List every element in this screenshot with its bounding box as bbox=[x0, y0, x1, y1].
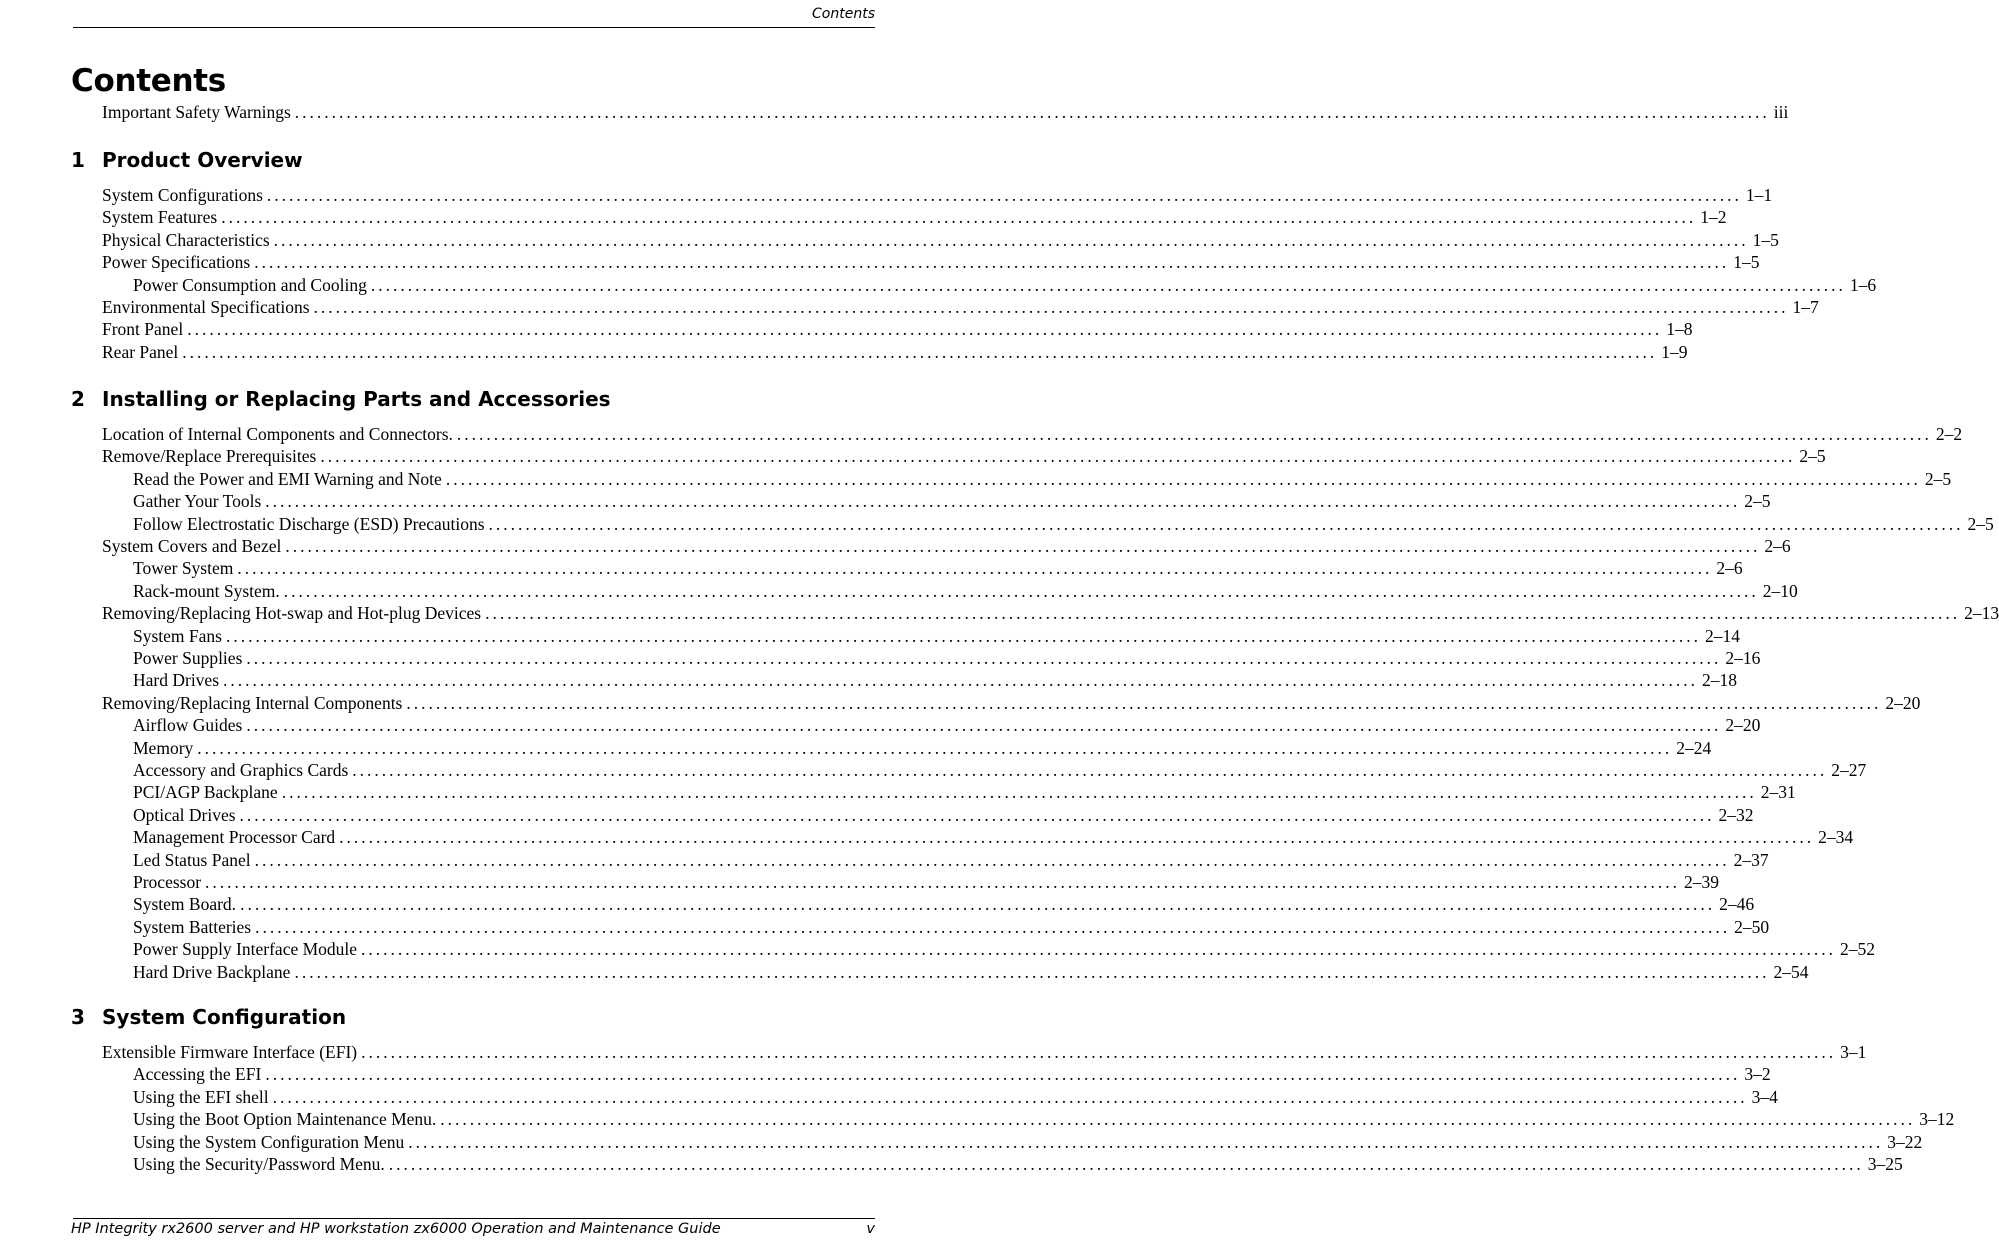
dot-leader: ........................................................................................................................................................................................................ bbox=[205, 872, 1681, 892]
toc-entry-page: 3–2 bbox=[1744, 1064, 1771, 1085]
toc-entry-page: 2–10 bbox=[1762, 580, 1798, 601]
toc-entry-title: Important Safety Warnings bbox=[102, 102, 291, 122]
toc-entry-title: Physical Characteristics bbox=[102, 229, 270, 250]
toc-entry-page: 2–31 bbox=[1760, 782, 1796, 803]
dot-leader: ........................................................................................................................................................................................................ bbox=[283, 580, 1759, 601]
toc-entry[interactable] bbox=[102, 102, 1789, 122]
toc-entry-page: 2–5 bbox=[1744, 491, 1771, 512]
toc-entry-page: 2–54 bbox=[1773, 961, 1809, 982]
toc-entry-page: 2–5 bbox=[1967, 513, 1994, 534]
toc-entry-page: 2–14 bbox=[1704, 625, 1740, 646]
dot-leader: ........................................................................................................................................................................................................ bbox=[370, 274, 1846, 295]
toc-entry[interactable] bbox=[133, 804, 1754, 825]
toc-entry-title: Power Supply Interface Module bbox=[133, 939, 358, 960]
toc-entry-page: 2–6 bbox=[1764, 536, 1791, 556]
toc-entry[interactable] bbox=[102, 252, 1760, 273]
dot-leader: ........................................................................................................................................................................................................ bbox=[408, 1131, 1884, 1152]
toc-entry[interactable] bbox=[102, 1042, 1867, 1062]
toc-entry-page: 1–2 bbox=[1700, 207, 1727, 228]
dot-leader: ........................................................................................................................................................................................................ bbox=[294, 961, 1770, 982]
toc-entry[interactable] bbox=[102, 297, 1819, 317]
toc-entry-title: PCI/AGP Backplane bbox=[133, 782, 278, 803]
toc-entry[interactable] bbox=[133, 513, 1994, 534]
dot-leader: ........................................................................................................................................................................................................ bbox=[488, 513, 1964, 534]
toc-entry-title: Power Consumption and Cooling bbox=[133, 274, 367, 295]
dot-leader: ........................................................................................................................................................................................................ bbox=[361, 1042, 1837, 1062]
toc-entry-page: 3–25 bbox=[1867, 1154, 1903, 1174]
toc-entry-title: Power Supplies bbox=[133, 648, 243, 668]
toc-entry-title: Environmental Specifications bbox=[102, 297, 310, 317]
toc-entry-title: Processor bbox=[133, 872, 202, 892]
toc-entry-title: Led Status Panel bbox=[133, 849, 251, 870]
toc-entry-title: Airflow Guides bbox=[133, 715, 243, 736]
toc-entry-title: Accessing the EFI bbox=[133, 1064, 262, 1085]
dot-leader: ........................................................................................................................................................................................................ bbox=[239, 804, 1715, 825]
toc-entry-page: 2–20 bbox=[1885, 692, 1921, 713]
dot-leader: ........................................................................................................................................................................................................ bbox=[255, 916, 1731, 937]
toc-entry[interactable] bbox=[102, 185, 1773, 205]
toc-entry-title: Extensible Firmware Interface (EFI) bbox=[102, 1042, 358, 1062]
dot-leader: ........................................................................................................................................................................................................ bbox=[246, 715, 1722, 736]
dot-leader: ........................................................................................................................................................................................................ bbox=[313, 297, 1789, 317]
header-rule bbox=[73, 27, 875, 28]
toc-entry-page: 1–5 bbox=[1733, 252, 1760, 273]
dot-leader: ........................................................................................................................................................................................................ bbox=[281, 782, 1757, 803]
toc-entry[interactable] bbox=[133, 715, 1761, 736]
chapter-number: 1 bbox=[71, 148, 85, 172]
chapter-title: Installing or Replacing Parts and Accessories bbox=[102, 387, 611, 411]
toc-entry[interactable] bbox=[102, 536, 1791, 556]
toc-entry-title: Hard Drives bbox=[133, 670, 220, 691]
chapter-heading[interactable] bbox=[71, 1005, 346, 1029]
toc-entry-page: 2–6 bbox=[1716, 558, 1743, 579]
toc-entry-page: 2–5 bbox=[1924, 468, 1952, 489]
toc-entry[interactable] bbox=[102, 424, 1963, 444]
dot-leader: ........................................................................................................................................................................................................ bbox=[266, 185, 1742, 205]
dot-leader: ........................................................................................................................................................................................................ bbox=[187, 319, 1663, 340]
toc-entry[interactable] bbox=[133, 1131, 1923, 1152]
chapter-number: 3 bbox=[71, 1005, 85, 1029]
toc-entry[interactable] bbox=[102, 446, 1826, 467]
toc-entry[interactable] bbox=[133, 274, 1877, 295]
footer-rule bbox=[73, 1218, 875, 1219]
toc-entry-title: Rack-mount System. bbox=[133, 580, 280, 601]
chapter-heading[interactable] bbox=[71, 148, 303, 172]
toc-entry-title: System Covers and Bezel bbox=[102, 536, 282, 556]
chapter-title: Product Overview bbox=[102, 148, 303, 172]
toc-entry-page: 1–6 bbox=[1849, 274, 1877, 295]
toc-entry-title: System Fans bbox=[133, 625, 222, 646]
toc-entry[interactable] bbox=[133, 737, 1712, 758]
toc-entry[interactable] bbox=[133, 648, 1761, 668]
toc-entry-title: Management Processor Card bbox=[133, 827, 336, 848]
chapter-heading[interactable] bbox=[71, 387, 611, 411]
dot-leader: ........................................................................................................................................................................................................ bbox=[237, 558, 1713, 579]
toc-entry-title: Using the System Configuration Menu bbox=[133, 1131, 405, 1152]
dot-leader: ........................................................................................................................................................................................................ bbox=[456, 424, 1932, 444]
toc-entry[interactable] bbox=[133, 558, 1743, 579]
toc-entry-page: 1–8 bbox=[1666, 319, 1693, 340]
dot-leader: ........................................................................................................................................................................................................ bbox=[361, 939, 1837, 960]
toc-entry-title: Memory bbox=[133, 737, 194, 758]
dot-leader: ........................................................................................................................................................................................................ bbox=[225, 625, 1701, 646]
toc-entry-page: 2–20 bbox=[1725, 715, 1761, 736]
toc-entry-page: 3–12 bbox=[1919, 1109, 1955, 1130]
toc-entry-title: System Batteries bbox=[133, 916, 252, 937]
dot-leader: ........................................................................................................................................................................................................ bbox=[285, 536, 1761, 556]
dot-leader: ........................................................................................................................................................................................................ bbox=[254, 252, 1730, 273]
toc-entry-page: 1–9 bbox=[1661, 341, 1688, 362]
running-header: Contents bbox=[812, 6, 875, 22]
toc-entry-page: 2–50 bbox=[1734, 916, 1770, 937]
toc-entry-page: 2–18 bbox=[1702, 670, 1738, 691]
toc-entry[interactable] bbox=[102, 207, 1727, 228]
toc-entry[interactable] bbox=[133, 782, 1796, 803]
toc-entry[interactable] bbox=[133, 961, 1809, 982]
dot-leader: ........................................................................................................................................................................................................ bbox=[352, 760, 1828, 780]
toc-entry[interactable] bbox=[102, 692, 1921, 713]
page-title: Contents bbox=[71, 63, 226, 99]
toc-entry-title: Removing/Replacing Internal Components bbox=[102, 692, 403, 713]
dot-leader: ........................................................................................................................................................................................................ bbox=[440, 1109, 1916, 1130]
toc-entry-page: 3–22 bbox=[1887, 1131, 1923, 1152]
toc-entry-page: 2–13 bbox=[1964, 603, 1999, 624]
toc-entry[interactable] bbox=[102, 603, 1999, 624]
toc-entry-title: Optical Drives bbox=[133, 804, 236, 825]
toc-entry-page: 2–52 bbox=[1840, 939, 1876, 960]
toc-entry[interactable] bbox=[133, 625, 1740, 646]
toc-entry-title: System Board. bbox=[133, 894, 237, 915]
toc-entry-title: Using the Boot Option Maintenance Menu. bbox=[133, 1109, 437, 1130]
dot-leader: ........................................................................................................................................................................................................ bbox=[246, 648, 1722, 668]
toc-entry-page: 2–39 bbox=[1684, 872, 1720, 892]
dot-leader: ........................................................................................................................................................................................................ bbox=[320, 446, 1796, 467]
footer-title: HP Integrity rx2600 server and HP workstation zx6000 Operation and Maintenance Guide bbox=[71, 1221, 721, 1237]
toc-entry-title: Using the Security/Password Menu. bbox=[133, 1154, 385, 1174]
toc-entry-page: 2–2 bbox=[1935, 424, 1963, 444]
toc-entry-page: 3–4 bbox=[1751, 1086, 1778, 1107]
toc-entry[interactable] bbox=[133, 1064, 1771, 1085]
toc-entry[interactable] bbox=[133, 468, 1952, 489]
dot-leader: ........................................................................................................................................................................................................ bbox=[223, 670, 1699, 691]
toc-entry[interactable] bbox=[133, 916, 1770, 937]
dot-leader: ........................................................................................................................................................................................................ bbox=[294, 102, 1770, 122]
toc-entry-title: Removing/Replacing Hot-swap and Hot-plug Devices bbox=[102, 603, 482, 624]
toc-entry-title: Follow Electrostatic Discharge (ESD) Precautions bbox=[133, 513, 485, 534]
toc-entry[interactable] bbox=[102, 341, 1688, 362]
toc-entry-page: 2–32 bbox=[1718, 804, 1754, 825]
toc-entry-page: 2–24 bbox=[1676, 737, 1712, 758]
chapter-title: System Configuration bbox=[102, 1005, 347, 1029]
toc-entry[interactable] bbox=[133, 580, 1798, 601]
toc-entry-page: 3–1 bbox=[1840, 1042, 1867, 1062]
toc-entry[interactable] bbox=[133, 827, 1854, 848]
toc-entry[interactable] bbox=[133, 894, 1755, 915]
toc-entry[interactable] bbox=[133, 760, 1867, 780]
toc-entry-title: Gather Your Tools bbox=[133, 491, 262, 512]
toc-entry[interactable] bbox=[133, 1109, 1955, 1130]
dot-leader: ........................................................................................................................................................................................................ bbox=[265, 491, 1741, 512]
toc-entry-title: Rear Panel bbox=[102, 341, 179, 362]
dot-leader: ........................................................................................................................................................................................................ bbox=[339, 827, 1815, 848]
toc-entry-title: Location of Internal Components and Connectors. bbox=[102, 424, 453, 444]
toc-entry[interactable] bbox=[133, 1086, 1778, 1107]
toc-entry-page: iii bbox=[1773, 102, 1789, 122]
dot-leader: ........................................................................................................................................................................................................ bbox=[272, 1086, 1748, 1107]
toc-entry[interactable] bbox=[133, 849, 1769, 870]
toc-entry-page: 2–34 bbox=[1818, 827, 1854, 848]
footer-page-number: v bbox=[866, 1221, 875, 1237]
toc-entry[interactable] bbox=[133, 670, 1738, 691]
dot-leader: ........................................................................................................................................................................................................ bbox=[406, 692, 1882, 713]
toc-entry-page: 1–1 bbox=[1745, 185, 1773, 205]
toc-entry-title: System Configurations bbox=[102, 185, 263, 205]
toc-entry-title: System Features bbox=[102, 207, 218, 228]
toc-entry-title: Tower System bbox=[133, 558, 234, 579]
dot-leader: ........................................................................................................................................................................................................ bbox=[240, 894, 1716, 915]
toc-entry-page: 2–5 bbox=[1799, 446, 1826, 467]
toc-entry[interactable] bbox=[133, 491, 1771, 512]
toc-entry-title: Accessory and Graphics Cards bbox=[133, 760, 349, 780]
toc-entry-page: 1–5 bbox=[1752, 229, 1779, 250]
toc-entry-page: 2–16 bbox=[1725, 648, 1761, 668]
dot-leader: ........................................................................................................................................................................................................ bbox=[182, 341, 1658, 362]
chapter-number: 2 bbox=[71, 387, 85, 411]
toc-entry-title: Front Panel bbox=[102, 319, 184, 340]
toc-entry-page: 1–7 bbox=[1792, 297, 1819, 317]
toc-entry[interactable] bbox=[133, 1154, 1903, 1174]
toc-entry-page: 2–27 bbox=[1831, 760, 1867, 780]
toc-entry-title: Read the Power and EMI Warning and Note bbox=[133, 468, 442, 489]
dot-leader: ........................................................................................................................................................................................................ bbox=[485, 603, 1961, 624]
toc-entry-page: 2–37 bbox=[1733, 849, 1769, 870]
dot-leader: ........................................................................................................................................................................................................ bbox=[221, 207, 1697, 228]
dot-leader: ........................................................................................................................................................................................................ bbox=[197, 737, 1673, 758]
toc-entry-title: Remove/Replace Prerequisites bbox=[102, 446, 317, 467]
dot-leader: ........................................................................................................................................................................................................ bbox=[445, 468, 1921, 489]
toc-entry[interactable] bbox=[102, 319, 1693, 340]
toc-entry[interactable] bbox=[133, 939, 1876, 960]
toc-entry[interactable] bbox=[102, 229, 1779, 250]
toc-entry-title: Using the EFI shell bbox=[133, 1086, 269, 1107]
dot-leader: ........................................................................................................................................................................................................ bbox=[273, 229, 1749, 250]
toc-entry[interactable] bbox=[133, 872, 1720, 892]
dot-leader: ........................................................................................................................................................................................................ bbox=[254, 849, 1730, 870]
dot-leader: ........................................................................................................................................................................................................ bbox=[388, 1154, 1864, 1174]
toc-entry-title: Power Specifications bbox=[102, 252, 251, 273]
toc-entry-title: Hard Drive Backplane bbox=[133, 961, 291, 982]
dot-leader: ........................................................................................................................................................................................................ bbox=[265, 1064, 1741, 1085]
toc-entry-page: 2–46 bbox=[1719, 894, 1755, 915]
